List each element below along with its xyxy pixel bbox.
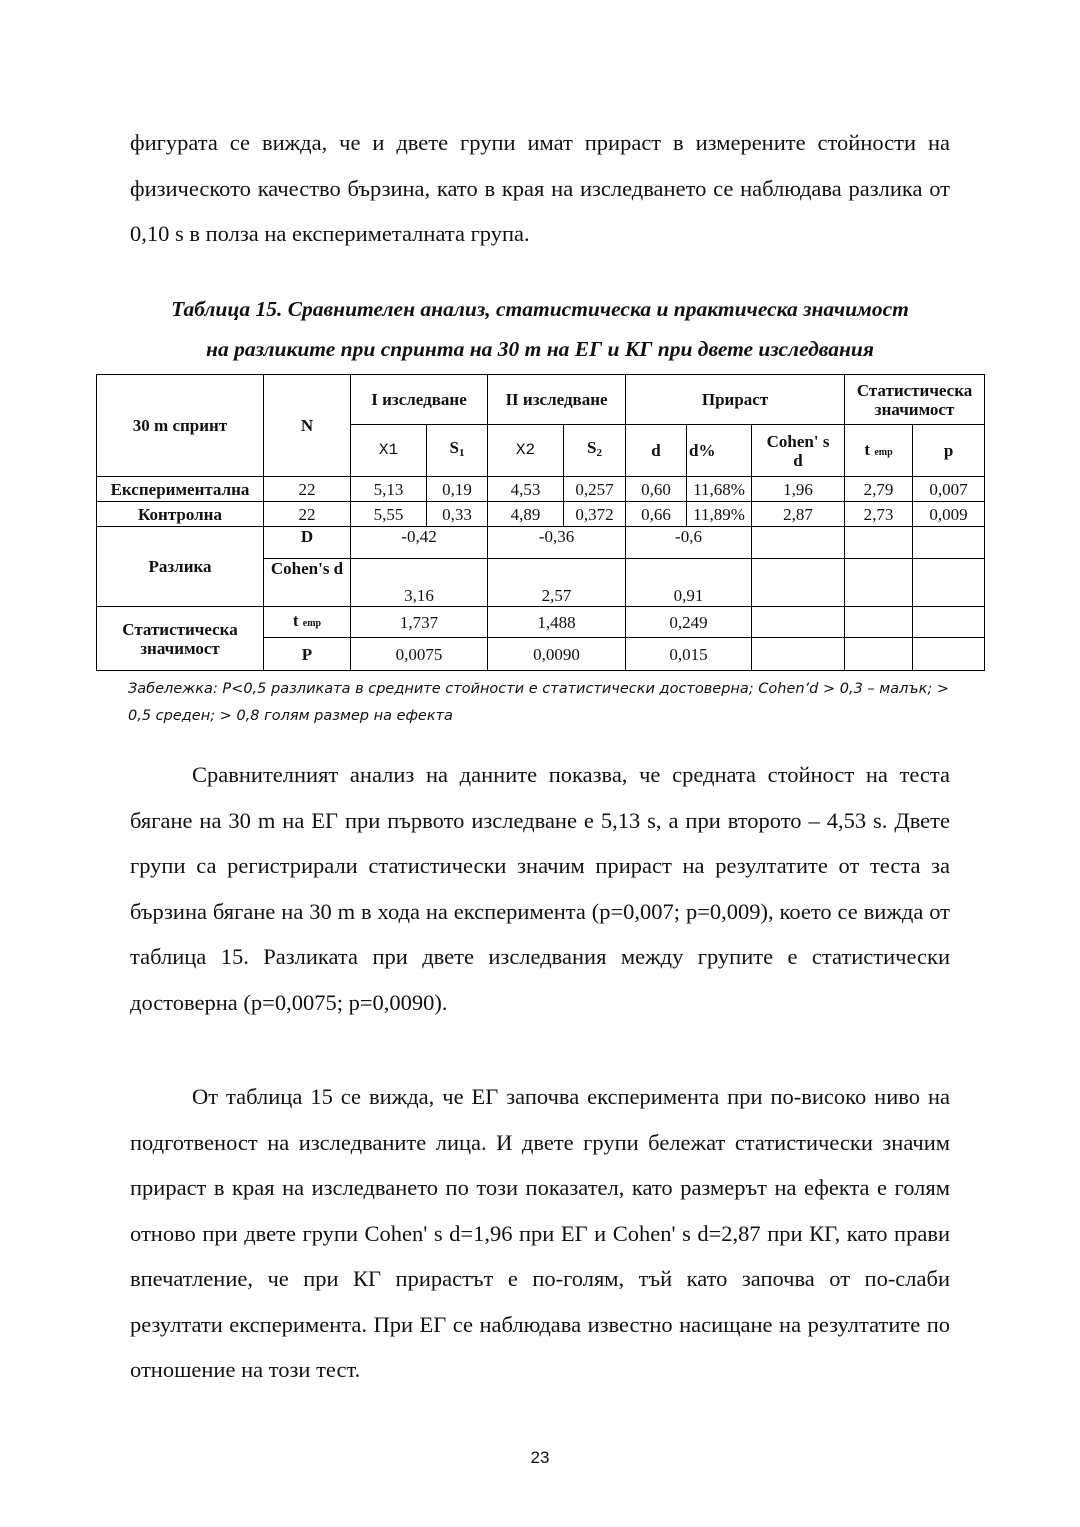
- header-x1: X1: [351, 425, 427, 477]
- cell-empty: [845, 638, 913, 671]
- cell-x1: 5,55: [351, 502, 427, 527]
- header-s2-sub: 2: [596, 447, 602, 459]
- cell-significance-t-sub: emp: [302, 618, 322, 629]
- cell-empty: [752, 527, 845, 559]
- header-t-emp: [845, 425, 913, 477]
- cell-significance-p-gain: 0,015: [626, 638, 752, 671]
- header-second-study: II изследване: [488, 375, 626, 425]
- cell-significance-t-gain: 0,249: [626, 607, 752, 638]
- cell-difference-d-label: D: [264, 527, 351, 559]
- cell-significance-label: [97, 607, 264, 671]
- header-cohen: [752, 425, 845, 477]
- cell-s1: 0,33: [427, 502, 488, 527]
- cell-empty: [845, 559, 913, 607]
- header-cohen-line-2: d: [793, 450, 803, 470]
- cell-significance-t-label: [264, 607, 351, 638]
- cell-s2: 0,372: [564, 502, 626, 527]
- page-number: 23: [530, 1448, 550, 1467]
- header-t-emp-sub: emp: [874, 446, 893, 458]
- header-x2: X2: [488, 425, 564, 477]
- cell-difference-cohen-gain: 0,91: [626, 559, 752, 607]
- header-p: p: [913, 425, 985, 477]
- cell-difference-cohen-second: 2,57: [488, 559, 626, 607]
- table-row-difference-d: [97, 527, 985, 559]
- header-n: N: [264, 375, 351, 477]
- cell-significance-t-second: 1,488: [488, 607, 626, 638]
- paragraph-conclusion: От таблица 15 се вижда, че ЕГ започва експеримента при по-високо ниво на подготвеност на изследваните лица. И двете групи бележат статистически значим прираст в края на изследването по този показател, като размерът на ефекта е голям отново при двете групи Cohen' s d=1,96 при ЕГ и Cohen' s d=2,87 при КГ, като прави впечатление, че при КГ прирастът е по-голям, тъй като започва от по-слаби резултати експеримента. При ЕГ се наблюдава известно насищане на резултатите по отношение на този тест.: [130, 1084, 950, 1382]
- cell-empty: [913, 527, 985, 559]
- cell-cohen: 1,96: [752, 477, 845, 502]
- cell-s1: 0,19: [427, 477, 488, 502]
- header-stat-line-2: значимост: [874, 399, 955, 419]
- header-stat-line-1: Статистическа: [856, 380, 973, 400]
- header-first-study: I изследване: [351, 375, 488, 425]
- cell-significance-p-second: 0,0090: [488, 638, 626, 671]
- header-s2: [564, 425, 626, 477]
- cell-significance-t-first: 1,737: [351, 607, 488, 638]
- cell-significance-label-line-1: Статистическа: [122, 619, 238, 639]
- cell-significance-t-base: t: [292, 611, 299, 630]
- cell-group: Експериментална: [97, 477, 264, 502]
- cell-empty: [845, 527, 913, 559]
- cell-empty: [752, 638, 845, 671]
- cell-cohen: 2,87: [752, 502, 845, 527]
- cell-p: 0,007: [913, 477, 985, 502]
- cell-d: 0,60: [626, 477, 687, 502]
- cell-x1: 5,13: [351, 477, 427, 502]
- cell-n: 22: [264, 477, 351, 502]
- cell-empty: [913, 607, 985, 638]
- cell-t-emp: 2,79: [845, 477, 913, 502]
- cell-d-percent: 11,89%: [687, 502, 752, 527]
- cell-difference-cohen-label: Cohen's d: [264, 559, 351, 607]
- paragraph-comparative-analysis: Сравнителният анализ на данните показва, че средната стойност на теста бягане на 30 m на ЕГ при първото изследване е 5,13 s, а при второто – 4,53 s. Двете групи са регистрирали статистически значим прираст на резултатите от теста за бързина бягане на 30 m в хода на експеримента (p=0,007; p=0,009), което се вижда от таблица 15. Разликата при двете изследвания между групите е статистически достоверна (p=0,0075; p=0,0090).: [130, 762, 950, 1015]
- table-caption-line-1: Таблица 15. Сравнителен анализ, статистическа и практическа значимост: [171, 297, 909, 321]
- cell-d: 0,66: [626, 502, 687, 527]
- header-gain: Прираст: [626, 375, 845, 425]
- cell-empty: [913, 559, 985, 607]
- table-caption: [96, 289, 984, 369]
- header-s2-base: S: [587, 438, 597, 457]
- paragraph-intro: фигурата се вижда, че и двете групи имат прираст в измерените стойности на физическото качество бързина, като в края на изследването се наблюдава разлика от 0,10 s в полза на експериметалната група.: [130, 130, 950, 246]
- cell-significance-p-label: P: [264, 638, 351, 671]
- header-row-1: [97, 375, 985, 425]
- header-s1-base: S: [449, 438, 459, 457]
- cell-empty: [913, 638, 985, 671]
- header-cohen-line-1: Cohen' s: [766, 431, 830, 451]
- cell-s2: 0,257: [564, 477, 626, 502]
- header-s1-sub: 1: [458, 447, 465, 459]
- header-sprint: 30 m спринт: [97, 375, 264, 477]
- cell-difference-d-first: -0,42: [351, 527, 488, 559]
- table-row-experimental: [97, 477, 985, 502]
- cell-significance-p-first: 0,0075: [351, 638, 488, 671]
- cell-p: 0,009: [913, 502, 985, 527]
- cell-n: 22: [264, 502, 351, 527]
- results-table: [96, 374, 985, 671]
- header-stat-significance: [845, 375, 985, 425]
- cell-difference-cohen-first: 3,16: [351, 559, 488, 607]
- cell-group: Контролна: [97, 502, 264, 527]
- header-t-emp-base: t: [864, 439, 871, 459]
- cell-empty: [752, 607, 845, 638]
- cell-x2: 4,89: [488, 502, 564, 527]
- table-row-significance-t: [97, 607, 985, 638]
- cell-d-percent: 11,68%: [687, 477, 752, 502]
- table-row-control: [97, 502, 985, 527]
- header-d-percent: d%: [687, 425, 752, 477]
- cell-difference-label: Разлика: [97, 527, 264, 607]
- cell-empty: [845, 607, 913, 638]
- cell-t-emp: 2,73: [845, 502, 913, 527]
- table-caption-line-2: на разликите при спринта на 30 m на ЕГ и КГ при двете изследвания: [206, 337, 874, 361]
- cell-difference-d-second: -0,36: [488, 527, 626, 559]
- header-d: d: [626, 425, 687, 477]
- cell-empty: [752, 559, 845, 607]
- cell-x2: 4,53: [488, 477, 564, 502]
- cell-difference-d-gain: -0,6: [626, 527, 752, 559]
- header-s1: [427, 425, 488, 477]
- cell-significance-label-line-2: значимост: [140, 638, 220, 658]
- table-note: Забележка: P<0,5 разликата в средните стойности е статистически достоверна; Cohen’d > 0,3 – малък; > 0,5 среден; > 0,8 голям размер на ефекта: [128, 681, 950, 724]
